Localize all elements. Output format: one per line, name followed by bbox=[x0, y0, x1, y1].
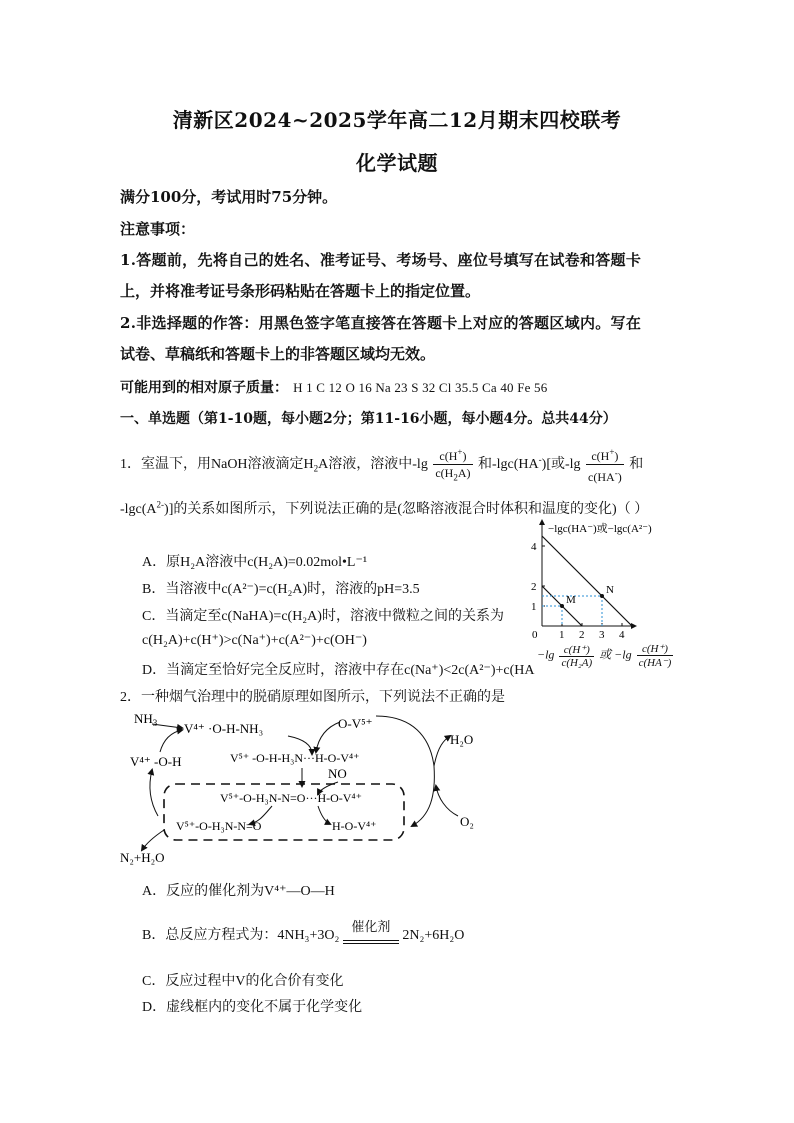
y-tick-label: 2 bbox=[531, 581, 537, 593]
species-middle: V⁵⁺ -O-H-H₃N···H-O-V⁴⁺ bbox=[230, 751, 360, 765]
o2-label: O₂ bbox=[460, 814, 474, 829]
score-line: 满分100分，考试用时75分钟。 bbox=[120, 188, 338, 206]
chart-y-label: −lgc(HA⁻)或−lgc(A²⁻) bbox=[548, 523, 652, 535]
series-line-2 bbox=[542, 536, 632, 626]
q2-option-b: B．总反应方程式为：4NH₃+3O₂ 催化剂 2N₂+6H₂O bbox=[142, 919, 465, 943]
point-N bbox=[600, 594, 604, 598]
q1-option-a: A．原H₂A溶液中c(H₂A)=0.02mol•L⁻¹ bbox=[142, 555, 368, 570]
species-top: V⁴⁺ ·O-H-NH₃ bbox=[184, 721, 264, 736]
x-tick-label: 2 bbox=[579, 629, 585, 641]
box-species-top: V⁵⁺-O-H₃N-N=O···H-O-V⁴⁺ bbox=[220, 791, 362, 805]
q1-option-d: D．当滴定至恰好完全反应时，溶液中存在c(Na⁺)<2c(A²⁻)+c(HA bbox=[142, 663, 535, 678]
q1-option-c-line-1: C．当滴定至c(NaHA)=c(H₂A)时，溶液中微粒之间的关系为 bbox=[142, 609, 504, 624]
arrow-to-products bbox=[142, 830, 164, 850]
point-M bbox=[560, 604, 564, 608]
q2-stem: 2．一种烟气治理中的脱硝原理如图所示，下列说法不正确的是 bbox=[120, 690, 505, 705]
y-tick-label: 1 bbox=[531, 601, 537, 613]
no-label: NO bbox=[328, 766, 347, 781]
q2-mechanism-diagram bbox=[112, 706, 512, 876]
arrow-to-h2o bbox=[434, 736, 450, 766]
origin-label: 0 bbox=[532, 629, 538, 641]
q1-stem-a2: A溶液，溶液中-lg bbox=[318, 456, 428, 472]
note-item-1-line-2: 上，并将准考证号条形码粘贴在答题卡上的指定位置。 bbox=[120, 282, 481, 300]
chart-x-label: −lg $\frac{c(H^+)}{\text{c(H₂A)}}$ 或 −lg $\frac{c(H^+)}{c(HA^-)}$ bbox=[537, 643, 672, 669]
chart-axes bbox=[542, 522, 634, 626]
arc-right-bottom bbox=[412, 766, 434, 826]
note-item-1-line-1: 1.答题前，先将自己的姓名、准考证号、考场号、座位号填写在试卷和答题卡 bbox=[120, 251, 642, 269]
q1-fraction-2: $\frac{c(H^+)}{c(HA^-)}$ bbox=[586, 444, 624, 485]
q1-stem-line-2: $-\lg c(A^{2-})$]的关系如图所示，下列说法正确的是(忽略溶液混合时体积和温度的变化)（ ） bbox=[120, 499, 649, 517]
products-label: N₂+H₂O bbox=[120, 850, 165, 865]
note-item-2-line-1: 2.非选择题的作答：用黑色签字笔直接答在答题卡上对应的答题区域内。写在 bbox=[120, 314, 642, 332]
nh3-label: $NH_3$ bbox=[134, 711, 158, 728]
section-1-title: 一、单选题（第1-10题，每小题2分；第11-16小题，每小题4分。总共44分） bbox=[120, 411, 617, 427]
y-tick-label: 4 bbox=[531, 541, 537, 553]
box-species-bottom-right: H-O-V⁴⁺ bbox=[332, 819, 377, 833]
chart-lines bbox=[542, 536, 632, 626]
box-species-bottom-left: V⁵⁺-O-H₃N-N=O bbox=[176, 819, 262, 833]
catalyst-arrow: 催化剂 bbox=[343, 932, 399, 944]
arrow-cycle-left bbox=[150, 770, 158, 816]
h2o-label: H₂O bbox=[450, 732, 474, 747]
arrow-box-inner-2 bbox=[318, 806, 330, 824]
x-tick-label: 1 bbox=[559, 629, 565, 641]
q2-option-c: C．反应过程中V的化合价有变化 bbox=[142, 974, 344, 989]
atomic-mass-line bbox=[120, 377, 547, 397]
species-top-right: O-V⁵⁺ bbox=[338, 716, 373, 731]
q2-option-d: D．虚线框内的变化不属于化学变化 bbox=[142, 1000, 363, 1015]
arc-right-top bbox=[376, 716, 434, 766]
arrow-from-o2 bbox=[436, 786, 458, 816]
q1-stem-line-1: 1．室温下，用NaOH溶液滴定$H_2A$溶液，溶液中-lg $\frac{c(H^+)}{c(H_2A)}$ 和-lgc(HA-)[或-lg $\frac{c(H^+)}{c(HA^-)}$ 和 bbox=[120, 444, 643, 485]
q1-stem-b: 和-lgc(HA bbox=[478, 456, 539, 472]
note-item-2-line-2: 试卷、草稿纸和答题卡上的非答题区域均无效。 bbox=[120, 345, 436, 363]
attention-title: 注意事项： bbox=[120, 220, 196, 238]
species-left: V⁴⁺ -O-H bbox=[130, 754, 182, 769]
q1-fraction-1: $\frac{c(H^+)}{c(H_2A)}$ bbox=[433, 444, 472, 485]
page-title: 清新区2024~2025学年高二12月期末四校联考 bbox=[172, 108, 622, 132]
arrow-ov-to-middle bbox=[316, 722, 340, 752]
x-tick-label: 3 bbox=[599, 629, 605, 641]
page-subtitle: 化学试题 bbox=[356, 151, 438, 175]
arrow-left-to-top bbox=[160, 730, 182, 752]
atomic-mass-values: H 1 C 12 O 16 Na 23 S 32 Cl 35.5 Ca 40 Fe 56 bbox=[293, 380, 548, 395]
x-tick-label: 4 bbox=[619, 629, 625, 641]
q2-option-a: A．反应的催化剂为V⁴⁺—O—H bbox=[142, 884, 335, 899]
point-label-N: N bbox=[606, 584, 614, 596]
q1-option-c-line-2: c(H₂A)+c(H⁺)>c(Na⁺)+c(A²⁻)+c(OH⁻) bbox=[142, 633, 367, 648]
q1-stem-a: 1．室温下，用NaOH溶液滴定H bbox=[120, 456, 314, 472]
point-label-M: M bbox=[566, 594, 576, 606]
q1-option-b: B．当溶液中c(A²⁻)=c(H₂A)时，溶液的pH=3.5 bbox=[142, 582, 420, 597]
atomic-mass-label: 可能用到的相对原子质量： bbox=[120, 380, 288, 396]
